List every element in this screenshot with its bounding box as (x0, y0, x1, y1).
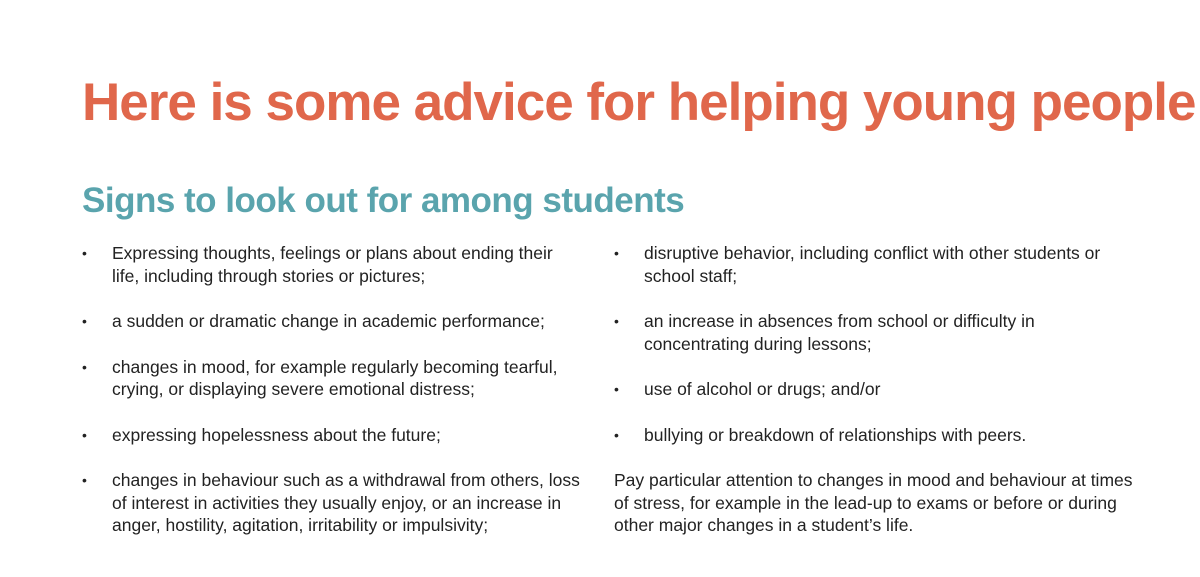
list-item-text: use of alcohol or drugs; and/or (644, 379, 881, 399)
bullet-icon: • (614, 245, 619, 261)
bullet-icon: • (614, 381, 619, 397)
bullet-icon: • (82, 472, 87, 488)
list-item (82, 242, 582, 287)
list-item-text: Expressing thoughts, feelings or plans about ending their life, including through stories or pictures; (112, 243, 553, 286)
list-item (614, 310, 1134, 355)
bullet-icon: • (82, 313, 87, 329)
signs-list-left (82, 242, 582, 560)
list-item-text: an increase in absences from school or difficulty in concentrating during lessons; (644, 311, 1035, 354)
list-item-text: expressing hopelessness about the future; (112, 424, 441, 445)
list-item (614, 242, 1134, 287)
bullet-icon: • (614, 426, 619, 443)
list-item (82, 310, 582, 333)
section-heading: Signs to look out for among students (82, 181, 685, 220)
list-item-text: bullying or breakdown of relationships with peers. (644, 424, 1027, 445)
list-item (614, 378, 1134, 401)
bullet-icon: • (82, 426, 87, 443)
list-item-text: disruptive behavior, including conflict with other students or school staff; (644, 243, 1101, 286)
list-item (614, 424, 1134, 447)
list-item-text: changes in mood, for example regularly becoming tearful, crying, or displaying severe emotional distress; (112, 356, 558, 399)
signs-list-right (614, 242, 1134, 469)
list-item-text: a sudden or dramatic change in academic performance; (112, 311, 545, 331)
page-title: Here is some advice for helping young people (82, 73, 1196, 132)
bullet-icon: • (614, 313, 619, 329)
list-item-text: changes in behaviour such as a withdrawal from others, loss of interest in activities they usually enjoy, or an increase in anger, hostility, agitation, irritability or impulsivity; (112, 470, 580, 535)
list-item (82, 424, 582, 447)
bullet-icon: • (82, 245, 87, 261)
list-item (82, 356, 582, 401)
list-item (82, 469, 582, 537)
closing-note: Pay particular attention to changes in mood and behaviour at times of stress, for example in the lead-up to exams or before or during other major changes in a student’s life. (614, 470, 1133, 535)
bullet-icon: • (82, 358, 87, 375)
